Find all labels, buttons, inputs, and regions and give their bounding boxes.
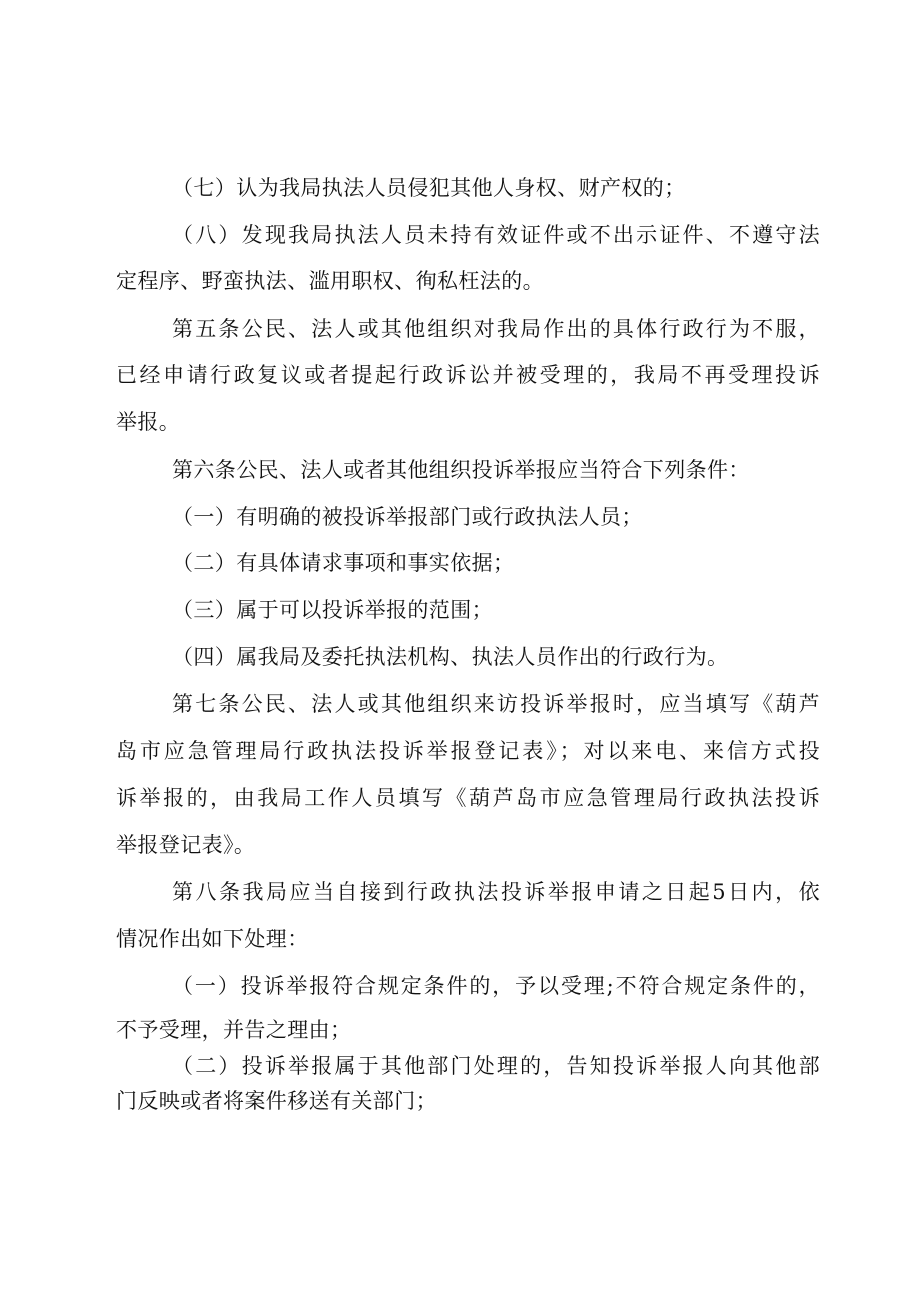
article-6-item-4: （四）属我局及委托执法机构、执法人员作出的行政行为。: [172, 645, 729, 669]
article-8-item-1-line-1: （一）投诉举报符合规定条件的，予以受理;不符合规定条件的，: [172, 974, 820, 998]
article-6-item-3: （三）属于可以投诉举报的范围；: [172, 598, 493, 622]
article-6-line-1: 第六条公民、法人或者其他组织投诉举报应当符合下列条件：: [172, 458, 750, 482]
article-8-item-2-line-2: 门反映或者将案件移送有关部门；: [116, 1089, 437, 1113]
article-7-line-1: 第七条公民、法人或其他组织来访投诉举报时，应当填写《葫芦: [172, 692, 820, 716]
article-6-item-2: （二）有具体请求事项和事实依据；: [172, 551, 515, 575]
article-8-line-1: 第八条我局应当自接到行政执法投诉举报申请之日起5日内，依: [172, 880, 820, 904]
article-7-line-4: 举报登记表》。: [116, 833, 256, 857]
article-5-line-2: 已经申请行政复议或者提起行政诉讼并被受理的，我局不再受理投诉: [116, 363, 820, 387]
article-8-item-1-line-2: 不予受理，并告之理由；: [116, 1018, 352, 1042]
article-5-line-1: 第五条公民、法人或其他组织对我局作出的具体行政行为不服，: [172, 317, 820, 341]
article-7-line-2: 岛市应急管理局行政执法投诉举报登记表》；对以来电、来信方式投: [116, 739, 820, 763]
article-6-item-1: （一）有明确的被投诉举报部门或行政执法人员；: [172, 505, 643, 529]
clause-8-line-1: （八）发现我局执法人员未持有效证件或不出示证件、不遵守法: [172, 223, 820, 247]
article-7-line-3: 诉举报的，由我局工作人员填写《葫芦岛市应急管理局行政执法投诉: [116, 786, 820, 810]
article-8-line-2: 情况作出如下处理：: [116, 927, 309, 951]
article-8-item-2-line-1: （二）投诉举报属于其他部门处理的，告知投诉举报人向其他部: [172, 1054, 820, 1078]
clause-8-line-2: 定程序、野蛮执法、滥用职权、徇私枉法的。: [116, 269, 544, 293]
clause-7-line: （七）认为我局执法人员侵犯其他人身权、财产权的；: [172, 176, 686, 200]
article-5-line-3: 举报。: [116, 410, 181, 434]
